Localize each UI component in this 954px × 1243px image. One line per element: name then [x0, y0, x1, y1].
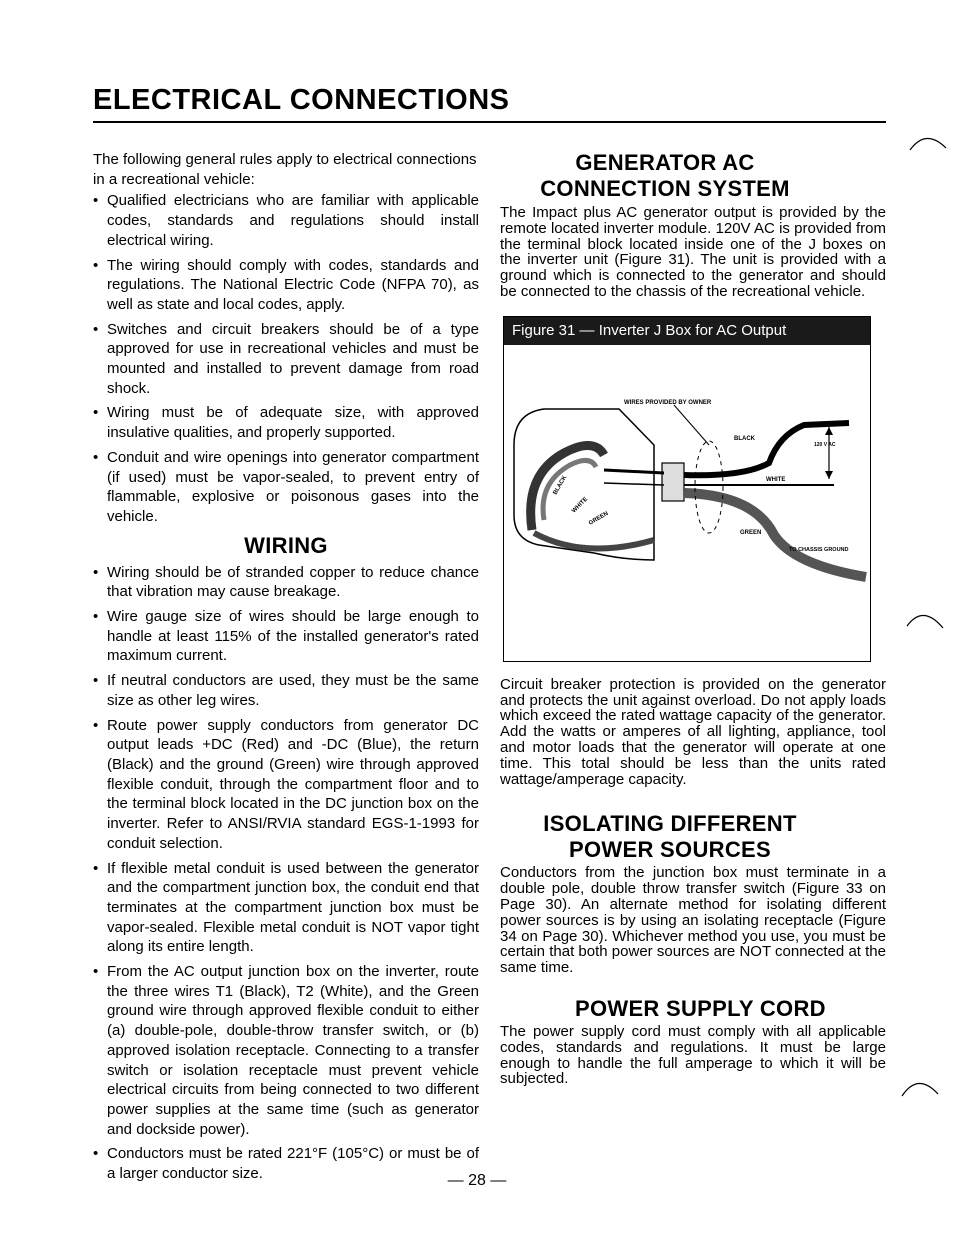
binder-hole-mark — [905, 606, 947, 630]
general-rules-list — [93, 191, 479, 526]
wiring-item: • If neutral conductors are used, they must be the same size as other leg wires. — [93, 671, 479, 710]
figure-caption: Figure 31 — Inverter J Box for AC Output — [504, 317, 870, 345]
wiring-item: • From the AC output junction box on the inverter, route the three wires T1 (Black), T2 (White), and the Green ground wire through approved flexible conduit to either (a) double-pole, double-throw transfer switch, or (b) approved isolation receptacle. Connecting to a transfer switch or isolation receptacle must prevent vehicle electrical circuits from being connected to two different power supplies at the same time (such as generator and dockside power). — [93, 962, 479, 1139]
rule-item: • Conduit and wire openings into generator compartment (if used) must be vapor-sealed, to prevent entry of flammable, explosive or poisonous gases into the vehicle. — [93, 448, 479, 527]
figure-31 — [503, 316, 871, 662]
label-inner-white: WHITE — [571, 496, 590, 515]
page-title: ELECTRICAL CONNECTIONS — [93, 84, 510, 116]
cord-text: The power supply cord must comply with all applicable codes, standards and regulations. It must be large enough to handle the full amperage to which it will be subjected. — [500, 1022, 886, 1088]
rule-item: • The wiring should comply with codes, standards and regulations. The National Electric Code (NFPA 70), as well as state and local codes, apply. — [93, 256, 479, 315]
label-white: WHITE — [766, 476, 786, 483]
intro-text: The following general rules apply to electrical connections in a recreational vehicle: — [93, 151, 477, 188]
cord-heading: POWER SUPPLY CORD — [575, 995, 826, 1021]
right-column — [500, 150, 886, 1087]
wiring-item: • Route power supply conductors from generator DC output leads +DC (Red) and -DC (Blue), the return (Black) and the ground (Green) wire through approved flexible conduit, through the compartment floor and to the terminal block located in the DC junction box on the inverter. Refer to ANSI/RVIA standard EGS-1-1993 for conduit selection. — [93, 716, 479, 854]
binder-hole-mark — [908, 130, 950, 152]
isolating-heading: ISOLATING DIFFERENT POWER SOURCES — [543, 811, 797, 863]
wiring-list — [93, 563, 479, 1184]
binder-hole-mark — [900, 1074, 942, 1098]
rule-item: • Switches and circuit breakers should be of a type approved for use in recreational vehicles and must be mounted and installed to prevent damage from road shock. — [93, 320, 479, 399]
page-number: — 28 — — [447, 1172, 507, 1189]
wiring-item: • Wire gauge size of wires should be large enough to handle at least 115% of the installed generator's rated maximum current. — [93, 607, 479, 666]
title-rule — [93, 121, 886, 123]
generator-heading: GENERATOR AC CONNECTION SYSTEM — [540, 150, 790, 201]
label-chassis-ground: TO CHASSIS GROUND — [789, 546, 849, 553]
inverter-jbox-diagram — [504, 345, 869, 645]
label-wires-owner: WIRES PROVIDED BY OWNER — [624, 399, 712, 406]
wiring-heading: WIRING — [244, 532, 328, 558]
wiring-item: • Conductors must be rated 221°F (105°C) or must be of a larger conductor size. — [93, 1144, 479, 1183]
rule-item: • Qualified electricians who are familiar with applicable codes, standards and regulations should install electrical wiring. — [93, 191, 479, 250]
wiring-item: • If flexible metal conduit is used between the generator and the compartment junction box, the conduit end that terminates at the compartment junction box must be vapor-sealed. Flexible metal conduit is NOT vapor tight along its entire length. — [93, 859, 479, 958]
rule-item: • Wiring must be of adequate size, with approved insulative qualities, and properly supported. — [93, 403, 479, 442]
isolating-text: Conductors from the junction box must terminate in a double pole, double throw transfer switch (Figure 33 on Page 30). An alternate method for isolating different power sources is by using an isolating receptacle (Figure 34 on Page 30). Whichever method you use, you must be certain that both power sources are NOT connected at the same time. — [500, 864, 886, 977]
wiring-item: • Wiring should be of stranded copper to reduce chance that vibration may cause breakage. — [93, 563, 479, 602]
label-inner-green: GREEN — [588, 510, 610, 527]
label-black: BLACK — [734, 435, 755, 442]
label-120vac: 120 V AC — [814, 441, 836, 448]
breaker-text: Circuit breaker protection is provided on the generator and protects the unit against overload. Do not apply loads which exceed the rated wattage capacity of the generator. Add the watts or amperes of all lighting, appliance, tool and motor loads that the generator will operate at one time. This total should be less than the units rated wattage/amperage capacity. — [500, 675, 886, 788]
generator-text: The Impact plus AC generator output is provided by the remote located inverter module. 120V AC is provided from the terminal block located inside one of the J boxes on the inverter unit (Figure 31). The unit is provided with a ground which is connected to the generator and should be connected to the chassis of the recreational vehicle. — [500, 204, 886, 300]
label-green: GREEN — [740, 529, 762, 536]
label-inner-black: BLACK — [552, 474, 569, 496]
left-column — [93, 150, 479, 1189]
